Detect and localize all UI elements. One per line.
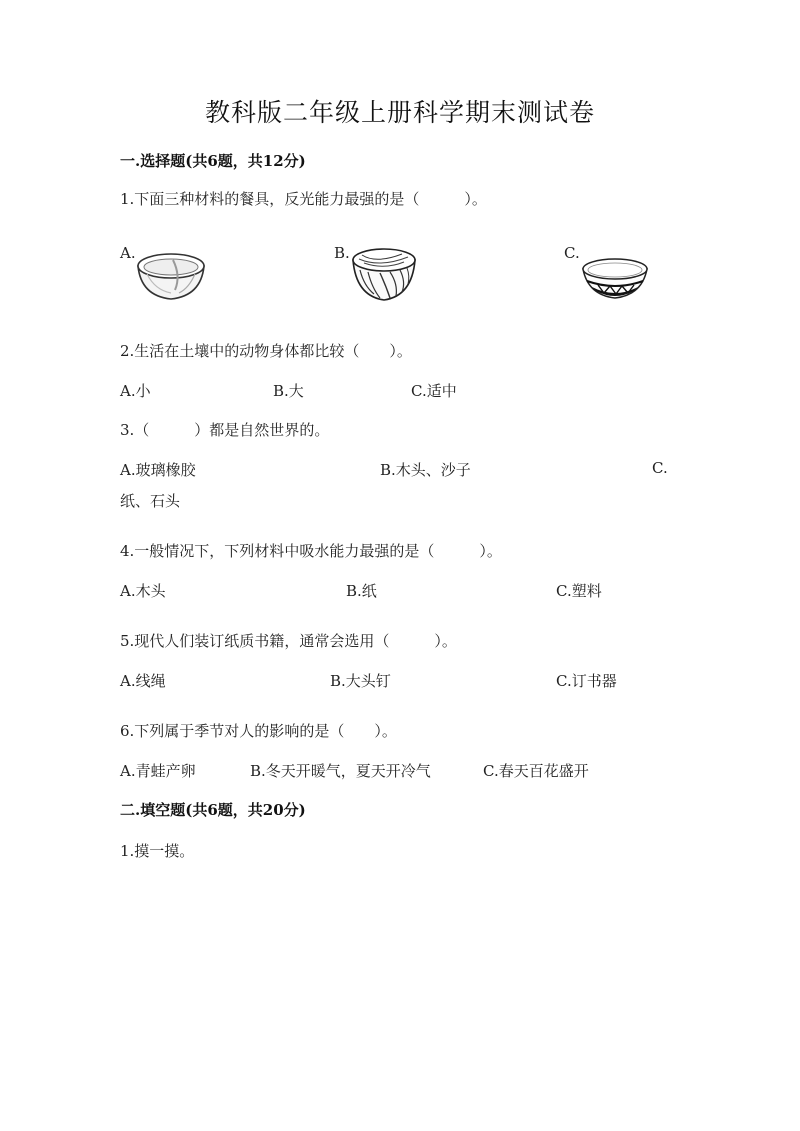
option-6c: C.春天百花盛开 [483, 762, 589, 780]
question-1: 1.下面三种材料的餐具，反光能力最强的是（ ）。 [120, 190, 487, 208]
option-3a: A.玻璃橡胶 [120, 461, 196, 479]
question-4: 4.一般情况下，下列材料中吸水能力最强的是（ ）。 [120, 542, 502, 560]
option-5b: B.大头钉 [330, 672, 391, 690]
wooden-bowl-icon [350, 246, 418, 304]
fill-question-1: 1.摸一摸。 [120, 842, 195, 860]
question-5: 5.现代人们装订纸质书籍，通常会选用（ ）。 [120, 632, 457, 650]
question-2: 2.生活在土壤中的动物身体都比较（ ）。 [120, 342, 412, 360]
glass-bowl-icon [135, 250, 207, 302]
question-6: 6.下列属于季节对人的影响的是（ ）。 [120, 722, 397, 740]
option-2b: B.大 [273, 382, 304, 400]
option-4a: A.木头 [120, 582, 166, 600]
section-heading-fill: 二.填空题(共6题，共20分) [120, 801, 306, 819]
option-3c-wrap: 纸、石头 [120, 492, 181, 510]
option-3b: B.木头、沙子 [380, 461, 471, 479]
option-6b: B.冬天开暖气，夏天开冷气 [250, 762, 431, 780]
option-4b: B.纸 [346, 582, 377, 600]
option-6a: A.青蛙产卵 [120, 762, 196, 780]
option-3c: C. [652, 459, 668, 477]
ceramic-bowl-icon [580, 255, 650, 301]
option-5a: A.线绳 [120, 672, 166, 690]
option-1b-label: B. [334, 244, 350, 262]
section-heading-choice: 一.选择题(共6题，共12分) [120, 152, 306, 170]
page-title: 教科版二年级上册科学期末测试卷 [204, 98, 595, 127]
option-2a: A.小 [120, 382, 151, 400]
option-5c: C.订书器 [556, 672, 617, 690]
option-1c-label: C. [564, 244, 580, 262]
question-3: 3.（ ）都是自然世界的。 [120, 421, 330, 439]
option-4c: C.塑料 [556, 582, 602, 600]
option-1a-label: A. [120, 244, 136, 262]
option-2c: C.适中 [411, 382, 457, 400]
